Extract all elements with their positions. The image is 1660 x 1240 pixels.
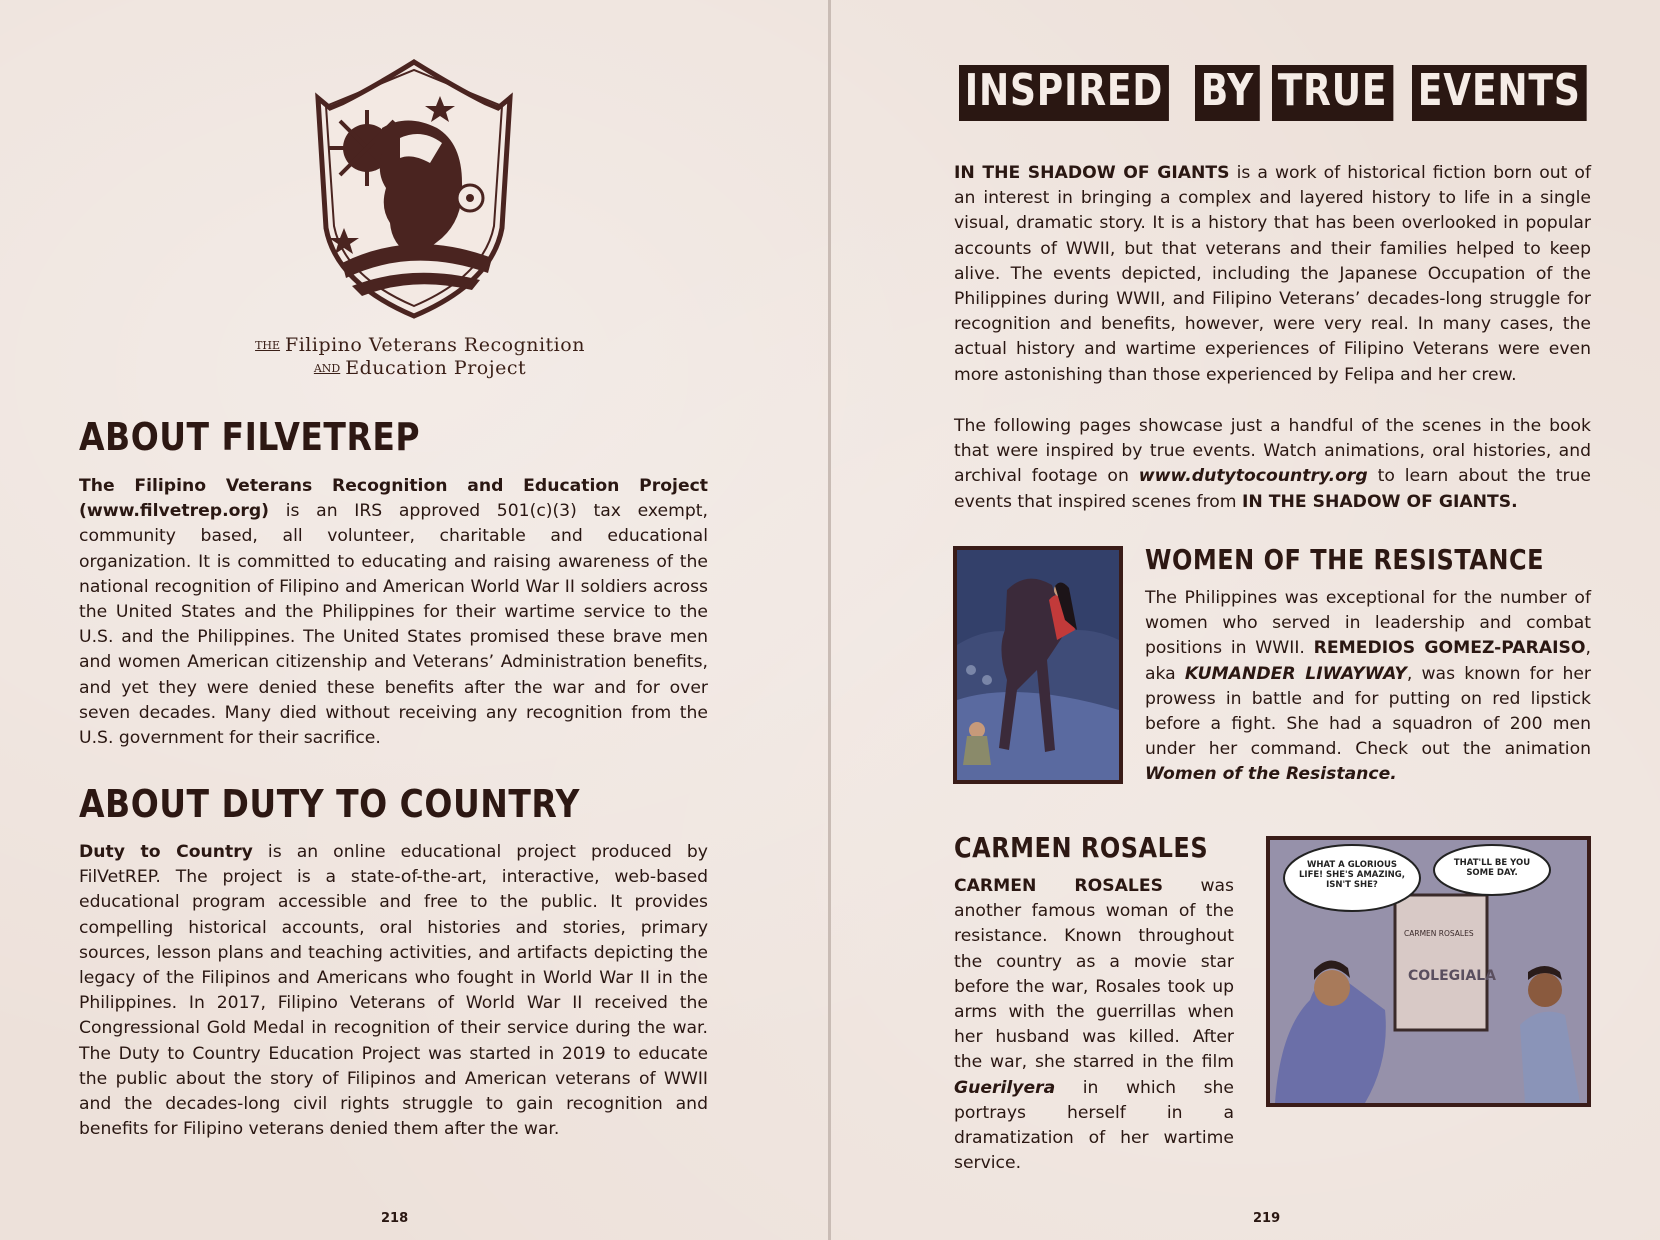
carmen-rosales-paragraph [954,874,1234,1176]
comic-poster-title: COLEGIALA [1408,968,1496,984]
banner-word: TRUE [1272,65,1393,121]
logo-small-and: AND [313,362,341,375]
logo-small-the: THE [255,339,281,352]
women-resistance-heading: WOMEN OF THE RESISTANCE [1145,543,1545,576]
logo-line-1: Filipino Veterans Recognition [285,334,585,356]
carmen-rosales-comic-panel [1266,836,1591,1107]
kumander-alias: KUMANDER LIWAYWAY [1184,663,1407,684]
carmen-rosales-heading: CARMEN ROSALES [954,831,1209,864]
carmen-text: was another famous woman of the resistance. Known throughout the country as a movie star before the war, Rosales took up arms with the guerrillas when her husband was killed. After the war, she starred in the film [954,876,1234,1073]
page-number-right: 219 [1253,1211,1281,1226]
remedios-name: REMEDIOS GOMEZ-PARAISO [1313,638,1586,659]
carmen-name: CARMEN ROSALES [954,876,1163,896]
intro-lead: IN THE SHADOW OF GIANTS [954,163,1230,183]
women-text: The Philippines was exceptional for the number of women who served in leadership and combat positions in WWII. [1145,588,1591,659]
page-number-left: 218 [381,1211,409,1226]
follow-text: The following pages showcase just a handful of the scenes in the book that were inspired by true events. Watch animations, oral histories, and archival footage on [954,416,1591,487]
about-duty-paragraph [79,840,708,1142]
duty-lead: Duty to Country [79,842,253,862]
comic-speech-bubble-1: WHAT A GLORIOUS LIFE! SHE'S AMAZING, ISN'T SHE? [1298,860,1405,890]
guerilyera-film-title: Guerilyera [954,1077,1056,1098]
carmen-text: in which she portrays herself in a dramatization of her wartime service. [954,1077,1234,1174]
banner-word: BY [1195,65,1260,121]
logo-line-2: Education Project [345,357,527,379]
comic-poster-name: CARMEN ROSALES [1404,929,1474,938]
inspired-banner [959,65,1624,121]
intro-text: is a work of historical fiction born out of an interest in bringing a complex and layered history to life in a single visual, dramatic story. It is a history that has been overlooked in popular accounts of WWII, but that veterans and their families helped to keep alive. The events depicted, including the Japanese Occupation of the Philippines during WWII, and Filipino Veterans’ decades-long struggle for recognition and benefits, however, were very real. In many cases, the actual history and wartime experiences of Filipino Veterans were even more astonishing than those experienced by Felipa and her crew. [954,163,1591,385]
following-pages-paragraph [954,414,1591,515]
follow-title: IN THE SHADOW OF GIANTS. [1242,491,1518,512]
intro-paragraph [954,161,1591,388]
banner-word: INSPIRED [959,65,1169,121]
about-filvetrep-heading: ABOUT FILVETREP [79,414,421,459]
women-text: , aka [1145,638,1591,684]
banner-word: EVENTS [1412,65,1586,121]
follow-text: to learn about the true events that inspired scenes from [954,466,1591,512]
left-page [0,0,828,1240]
women-resistance-comic-panel [953,546,1123,784]
filvetrep-shield-logo-icon [312,58,516,320]
comic-speech-bubble-2: THAT'LL BE YOU SOME DAY. [1453,858,1531,878]
duty-to-country-link[interactable]: www.dutytocountry.org [1138,466,1368,487]
about-lead: The Filipino Veterans Recognition and Education Project (www.filvetrep.org) [79,476,708,522]
about-duty-heading: ABOUT DUTY TO COUNTRY [79,781,580,826]
women-text: , was known for her prowess in battle and for putting on red lipstick before a fight. She had a squadron of 200 men under her command. Check out the animation [1145,663,1592,760]
filvetrep-wordmark [220,334,620,380]
duty-text: is an online educational project produced by FilVetREP. The project is a state-of-the-art, interactive, web-based educational program accessible and free to the public. It provides compelling historical accounts, oral histories and stories, primary sources, lesson plans and teaching activities, and artifacts depicting the legacy of the Filipinos and Americans who fought in World War II in the Philippines. In 2017, Filipino Veterans of World War II received the Congressional Gold Medal in recognition of their service during the war. The Duty to Country Education Project was started in 2019 to educate the public about the story of Filipinos and American veterans of WWII and the decades-long civil rights struggle to gain recognition and benefits for Filipino veterans denied them after the war. [79,842,708,1140]
about-text: is an IRS approved 501(c)(3) tax exempt, community based, all volunteer, charitable and educational organization. It is committed to educating and raising awareness of the national recognition of Filipino and American World War II soldiers across the United States and the Philippines for their wartime service to the U.S. and the Philippines. The United States promised these brave men and women American citizenship and Veterans’ Administration benefits, and yet they were denied these benefits after the war and for over seven decades. Many died without receiving any recognition from the U.S. government for their sacrifice. [79,501,708,749]
women-animation-title: Women of the Resistance. [1145,764,1397,785]
about-filvetrep-paragraph [79,474,708,751]
women-resistance-paragraph [1145,586,1591,788]
